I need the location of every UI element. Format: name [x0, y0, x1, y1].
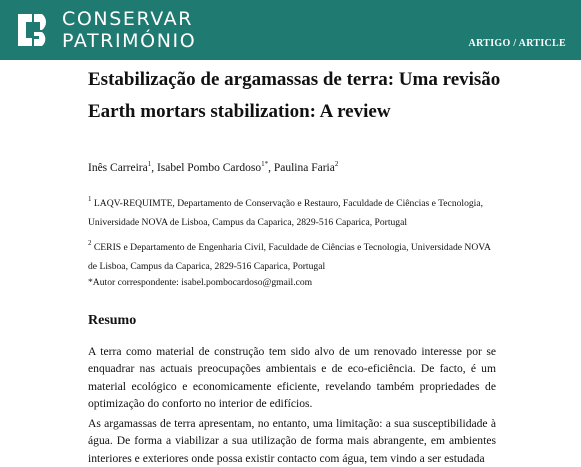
affiliation-text: LAQV-REQUIMTE, Departamento de Conservação e Restauro, Faculdade de Ciências e Tecnologia, Universidade NOVA de Lisboa, Campus da Caparica, 2829-516 Caparica, Portugal [88, 198, 483, 228]
corresponding-author: *Autor correspondente: isabel.pombocardoso@gmail.com [88, 277, 313, 288]
author-name: Paulina Faria [273, 162, 335, 174]
title-portuguese: Estabilização de argamassas de terra: Uma revisão [88, 69, 501, 90]
author-affiliation-mark: 1 [147, 160, 152, 168]
affiliation [88, 234, 498, 276]
affiliation-mark: 1 [88, 195, 92, 203]
abstract-heading: Resumo [88, 313, 137, 328]
author-list [88, 160, 338, 174]
journal-header [0, 0, 581, 60]
abstract-paragraph: As argamassas de terra apresentam, no entanto, uma limitação: a sua susceptibilidade à água. De forma a viabilizar a sua utilização de forma mais abrangente, em ambientes interiores e exteriores onde possa existir contacto com água, tem vindo a ser estudada [88, 417, 496, 465]
author-separator: , [268, 162, 274, 174]
author-affiliation-mark: 1* [261, 160, 269, 168]
journal-name-line1: CONSERVAR [62, 8, 194, 30]
author-name: Inês Carreira [88, 162, 148, 174]
author-separator: , [151, 162, 157, 174]
conservar-patrimonio-logo-icon [14, 10, 52, 50]
affiliation [88, 190, 498, 232]
title-english: Earth mortars stabilization: A review [88, 101, 391, 122]
author-affiliation-mark: 2 [334, 160, 339, 168]
author-name: Isabel Pombo Cardoso [156, 162, 262, 174]
journal-name-line2: PATRIMÓNIO [62, 30, 197, 52]
affiliation-mark: 2 [88, 239, 92, 247]
affiliation-text: CERIS e Departamento de Engenharia Civil, Faculdade de Ciências e Tecnologia, Universidade NOVA de Lisboa, Campus da Caparica, 2829-516 Caparica, Portugal [88, 242, 491, 272]
article-type-label: ARTIGO / ARTICLE [468, 38, 566, 49]
abstract-paragraph: A terra como material de construção tem sido alvo de um renovado interesse por se enquadrar nas actuais preocupações ambientais e de eco-eficiência. De facto, é um material ecológico e economicamente eficiente, revelando também propriedades de optimização do conforto no interior de edifícios. [88, 345, 496, 410]
journal-name [62, 8, 196, 52]
